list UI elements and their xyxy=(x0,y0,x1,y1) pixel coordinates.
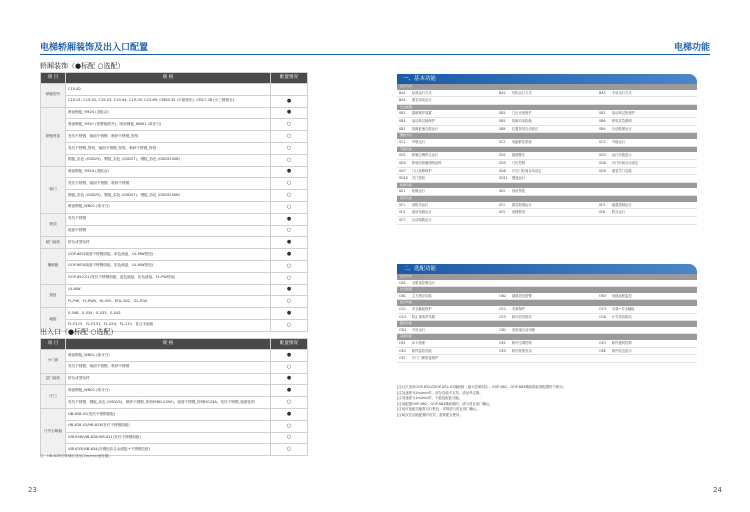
function-code xyxy=(497,97,512,104)
spec-cell: 镜面不锈钢 xyxy=(66,225,271,237)
function-notes xyxy=(397,385,702,419)
page-header-title: 电梯轿厢装饰及出入口配置 xyxy=(40,43,149,53)
spec-cell: GOP-652-01(发纹不锈钢面板，蓝色液晶，彩色液晶，FL-PW按钮) xyxy=(66,272,271,284)
function-name: 到站预报 xyxy=(511,189,526,194)
car-decoration-title: 轿厢装饰（●标配 ○选配） xyxy=(40,62,125,70)
basic-functions-title: 一、基本功能 xyxy=(397,74,697,84)
config-cell: ● xyxy=(271,95,308,107)
spec-cell: HB-628-02/HB-628(发纹不锈钢面板) xyxy=(66,420,271,432)
footnote: 注：HB-628仅单梯位适用(2m/min速电梯)。 xyxy=(40,454,114,458)
function-row xyxy=(397,126,697,134)
entrance-table xyxy=(40,338,308,456)
col-item: 项 目 xyxy=(41,73,66,84)
function-code: SE2 xyxy=(499,189,506,194)
function-name: 电动机过热保护 xyxy=(611,111,635,116)
function-name: 地震管制运行 xyxy=(611,202,632,207)
table-row xyxy=(41,296,308,308)
table-row xyxy=(41,397,308,409)
function-name: 开门时间自动设定 xyxy=(611,160,639,165)
function-code: OC3 xyxy=(599,306,606,311)
function-code: SB9 xyxy=(599,126,606,131)
config-cell: ● xyxy=(271,385,308,397)
function-code: SD8 xyxy=(499,168,506,173)
function-group-header: 运行方式 xyxy=(397,84,697,90)
config-cell: ● xyxy=(271,213,308,225)
table-row xyxy=(41,373,308,385)
function-name: 自动救援运行 xyxy=(611,126,632,131)
spec-cell: FL-PW，FL-PWA，HL-MO，EDL-S02，GL-POA xyxy=(66,296,271,308)
function-code: SF2 xyxy=(499,202,506,207)
function-name: 轿内监控功能 xyxy=(411,348,432,353)
spec-cell: VIB-658/VIB-628/VIB-611(发纹不锈钢面板) xyxy=(66,432,271,444)
function-name: 光幕+安全触板 xyxy=(611,306,635,311)
spec-cell: 发纹不锈钢，镜面不锈钢，喷砂不锈钢 xyxy=(66,178,271,190)
function-name: 关门按钮 xyxy=(411,176,426,181)
function-code xyxy=(597,217,612,224)
function-code: SC1 xyxy=(399,139,406,144)
config-cell: ○ xyxy=(271,201,308,213)
function-code: OC4 xyxy=(399,314,406,319)
function-row xyxy=(397,118,697,126)
table-row xyxy=(41,260,308,272)
config-cell: ○ xyxy=(271,190,308,202)
function-name xyxy=(512,280,597,287)
spec-cell: GOP-682(镜面不锈钢面板，单色液晶，UL-MW按钮) xyxy=(66,249,271,261)
function-row xyxy=(397,97,697,105)
table-row xyxy=(41,361,308,373)
col-config: 配置情况 xyxy=(271,73,308,84)
function-name: 标准运行方式 xyxy=(411,90,432,95)
note-line: [注6]仅在功能配置时有效，需要配合使用。 xyxy=(397,412,463,417)
item-cell: 地板 xyxy=(41,308,66,332)
optional-functions-title: 二、选配功能 xyxy=(397,264,697,274)
function-name: 电动机过载保护 xyxy=(411,119,435,124)
function-name xyxy=(512,355,597,362)
item-cell: 层门地坎 xyxy=(41,373,66,385)
function-code: SD4 xyxy=(399,160,406,165)
function-code: SF1 xyxy=(399,202,406,207)
col-item: 项 目 xyxy=(41,339,66,350)
function-name xyxy=(612,280,697,287)
config-cell: ○ xyxy=(271,397,308,409)
function-code: BA4 xyxy=(399,98,406,103)
function-code: OE5 xyxy=(499,348,506,353)
spec-cell: 发纹不锈钢，钢板_彩色 (GSDV5)，喷砂不锈钢_饰刻(RBD-0350)，镜面不锈钢_饰刻DG23A，发纹不锈钢_镜面蚀刻 xyxy=(66,397,271,409)
function-name: 紧急救援运行 xyxy=(511,202,532,207)
page-number: 24 xyxy=(713,486,722,494)
function-code: SD10 xyxy=(399,176,408,181)
function-group-header: 服务功能 xyxy=(397,321,697,327)
function-code: OB2 xyxy=(499,293,506,298)
function-group-header: 安全装置 xyxy=(397,105,697,111)
function-name xyxy=(612,327,697,334)
table-row xyxy=(41,166,308,178)
function-code: OC1 xyxy=(399,306,406,311)
function-code: BA1 xyxy=(399,90,406,95)
function-code: SB1 xyxy=(399,111,406,116)
header-divider xyxy=(375,54,710,55)
function-code: OD1 xyxy=(399,327,407,332)
function-row xyxy=(397,160,697,168)
function-code: SB7 xyxy=(399,126,406,131)
function-row xyxy=(397,168,697,176)
function-code: SB2 xyxy=(499,111,506,116)
function-code: SD11 xyxy=(499,176,508,181)
function-code: SD6 xyxy=(599,160,606,165)
spec-cell: C15-62 xyxy=(66,84,271,96)
spec-cell: 钢板_彩色 (GSDV5)，钢板_彩色 (GSDV7)，钢板_彩色 (GSD9250B) xyxy=(66,154,271,166)
function-name: 门灯控制 xyxy=(511,160,526,165)
function-name: 司机运行方式 xyxy=(511,90,532,95)
function-row xyxy=(397,152,697,160)
function-code: OE1 xyxy=(399,340,406,345)
function-name: 检修运行 xyxy=(411,189,426,194)
function-code: SD3 xyxy=(599,153,606,158)
function-code: SF3 xyxy=(599,202,606,207)
config-cell: ○ xyxy=(271,260,308,272)
spec-cell: 钢板_彩色 (GSDV5)，钢板_彩色 (GSDV7)，钢板_彩色 (GSD9250B) xyxy=(66,190,271,202)
right-page xyxy=(375,0,750,512)
function-name: 轿内空调控制 xyxy=(511,340,532,345)
function-code: SF7 xyxy=(399,217,406,222)
spec-cell: VIB-633/VIB-634(各钢色彩合金面板+不锈钢边框) xyxy=(66,444,271,456)
function-name: 电梯远程监控 xyxy=(611,293,632,298)
entrance-title: 出入口（●标配 ○选配） xyxy=(40,328,118,336)
function-code: SD9 xyxy=(599,168,606,173)
spec-cell: 发纹不锈钢_饰刻，镜面不锈钢_饰刻，喷砂不锈钢_饰刻 xyxy=(66,142,271,154)
spec-cell: 喷涂钢板_WN01 (象牙白) xyxy=(66,201,271,213)
item-cell: 轿顶 xyxy=(41,213,66,237)
function-group-header: 群控方式 xyxy=(397,133,697,139)
item-cell: 厅门 xyxy=(41,385,66,409)
function-code: OA1 xyxy=(399,280,406,285)
item-cell: 小门套 xyxy=(41,350,66,374)
function-name: 并联运行 xyxy=(411,139,426,144)
function-name: 备用电源运行 xyxy=(411,210,432,215)
item-cell: 轿壁材质 xyxy=(41,107,66,166)
table-row xyxy=(41,249,308,261)
function-code: SD5 xyxy=(499,160,506,165)
table-row xyxy=(41,190,308,202)
function-code: BA2 xyxy=(499,90,506,95)
config-cell: ○ xyxy=(271,225,308,237)
config-cell: ● xyxy=(271,237,308,249)
spec-cell: 发纹不锈钢，镜面不锈钢，喷砂不锈钢_饰刻 xyxy=(66,131,271,143)
function-code xyxy=(497,217,512,224)
function-code: OE7 xyxy=(399,356,406,361)
table-row xyxy=(41,95,308,107)
page-header-title: 电梯功能 xyxy=(673,43,710,53)
function-name: 厅门门锁短接保护 xyxy=(411,356,439,361)
note-line: [注3]速度为1m/min时，不能选配此功能。 xyxy=(397,396,463,401)
function-code xyxy=(597,280,612,287)
table-row xyxy=(41,131,308,143)
function-row xyxy=(397,348,697,356)
function-name: 故障自动检测 xyxy=(511,119,532,124)
config-cell: ○ xyxy=(271,142,308,154)
car-decoration-table xyxy=(40,72,308,332)
function-name xyxy=(512,217,597,224)
function-name: 消防员运行 xyxy=(411,202,429,207)
function-code: SD1 xyxy=(399,153,406,158)
function-code: SD2 xyxy=(499,153,506,158)
spec-cell: 挤压成型铝材 xyxy=(66,373,271,385)
function-name: 紧急电动运行 xyxy=(411,98,432,103)
function-row xyxy=(397,306,697,314)
function-code xyxy=(497,355,512,362)
config-cell: ○ xyxy=(271,296,308,308)
config-cell: ○ xyxy=(271,154,308,166)
function-row xyxy=(397,314,697,322)
config-cell: ○ xyxy=(271,119,308,131)
spec-cell: 喷涂钢板_WN01 (象牙白) xyxy=(66,385,271,397)
optional-functions-box xyxy=(397,264,697,363)
function-code: SB6 xyxy=(599,119,606,124)
function-code xyxy=(497,280,512,287)
spec-cell: GOP-683(镜面不锈钢面板，彩色液晶，UL-MW按钮) xyxy=(66,260,271,272)
function-code: SB3 xyxy=(599,111,606,116)
table-row xyxy=(41,350,308,362)
function-code: OE3 xyxy=(599,340,606,345)
function-name: 门区光电保护 xyxy=(511,111,532,116)
function-name: 高低速自动切换 xyxy=(511,327,535,332)
function-code: SB8 xyxy=(499,126,506,131)
spec-cell: HB-658-02(发纹不锈钢面板) xyxy=(66,408,271,420)
function-name xyxy=(612,188,697,195)
function-code: OE6 xyxy=(599,348,606,353)
function-row xyxy=(397,202,697,210)
function-name: 主方感应功能 xyxy=(411,293,432,298)
page-number: 23 xyxy=(28,486,37,494)
function-code xyxy=(597,188,612,195)
config-cell: ● xyxy=(271,107,308,119)
function-code: SB4 xyxy=(399,119,406,124)
function-name: 专用运行方式 xyxy=(611,90,632,95)
function-group-header: 显示功能 xyxy=(397,300,697,306)
spec-cell: S-048，S-034，S-033，S-043 xyxy=(66,308,271,320)
col-config: 配置情况 xyxy=(271,339,308,350)
function-group-header: 紧急功能 xyxy=(397,196,697,202)
spec-cell: 喷涂钢板_YM24 (香槟金) xyxy=(66,107,271,119)
table-row xyxy=(41,119,308,131)
function-name: 轿内通风控制 xyxy=(611,340,632,345)
function-group-header: 运行方式 xyxy=(397,274,697,280)
function-name xyxy=(612,217,697,224)
function-group-header: 检修功能 xyxy=(397,183,697,189)
item-cell: 轿厢型号 xyxy=(41,84,66,108)
function-name: 运行次数显示 xyxy=(611,153,632,158)
table-row xyxy=(41,142,308,154)
function-name: 厅外语音报站 xyxy=(611,314,632,319)
table-row xyxy=(41,154,308,166)
config-cell: ● xyxy=(271,350,308,362)
function-name xyxy=(612,355,697,362)
function-name xyxy=(512,97,597,104)
function-code xyxy=(597,355,612,362)
col-spec: 规 格 xyxy=(66,73,271,84)
spec-cell: 喷涂钢板_WN01 (象牙白) xyxy=(66,350,271,362)
function-name: 安全触板保护 xyxy=(411,306,432,311)
function-row xyxy=(397,217,697,225)
table-row xyxy=(41,308,308,320)
config-cell: ● xyxy=(271,249,308,261)
function-name: 门口检修保护 xyxy=(411,168,432,173)
spec-cell: 发纹不锈钢 xyxy=(66,213,271,225)
function-row xyxy=(397,209,697,217)
function-row xyxy=(397,90,697,98)
function-name: 位置异常自动校正 xyxy=(511,126,539,131)
function-name: 重复关门功能 xyxy=(611,168,632,173)
config-cell: ○ xyxy=(271,131,308,143)
function-code: BA3 xyxy=(599,90,606,95)
table-row xyxy=(41,201,308,213)
header-divider xyxy=(40,54,375,55)
function-code: OB3 xyxy=(599,293,606,298)
function-code: SC3 xyxy=(599,139,606,144)
function-row xyxy=(397,327,697,335)
function-name xyxy=(612,97,697,104)
function-name: 自动疏散运行 xyxy=(411,217,432,222)
function-code: OE4 xyxy=(399,348,406,353)
function-name: 停电应急照明 xyxy=(611,119,632,124)
config-cell: ○ xyxy=(271,432,308,444)
function-code: SF6 xyxy=(599,210,606,215)
config-cell: ○ xyxy=(271,178,308,190)
function-code: SB5 xyxy=(499,119,506,124)
config-cell: ● xyxy=(271,284,308,296)
function-code xyxy=(597,175,612,182)
note-line: [注1]只适用GOP-652或GOP-652-01操纵箱（最大控制5层）；GOP-682、GOP-683操纵箱标准配置时不使用。 xyxy=(397,385,566,389)
function-name: 防止乘客恶作剧 xyxy=(411,314,435,319)
table-row xyxy=(41,432,308,444)
config-cell: ● xyxy=(271,373,308,385)
function-row xyxy=(397,293,697,301)
item-cell: 操纵箱 xyxy=(41,249,66,284)
function-name: 超载警告 xyxy=(511,153,526,158)
function-name: IC卡管理 xyxy=(411,340,426,345)
table-row xyxy=(41,408,308,420)
spec-cell: C19-01, C19-02, C19-03, C19-94, C19-05, C15-69, CM08-35 (平面照光), CM17-38 (小三圆照光) xyxy=(66,95,271,107)
table-row xyxy=(41,225,308,237)
table-row xyxy=(41,284,308,296)
spec-cell: 挤压成型铝材 xyxy=(66,237,271,249)
spec-cell: FL-P115，FL-P131，FL-024，FL-110，复合木地板 xyxy=(66,319,271,331)
table-header-row xyxy=(41,339,308,350)
function-name: 开关门时间自动设定 xyxy=(511,168,542,173)
spec-cell: 喷涂钢板_YM24 (香槟金) xyxy=(66,166,271,178)
function-name: 电脑群控系统 xyxy=(511,139,532,144)
function-name: 电梯停用 xyxy=(511,210,526,215)
item-cell: 按钮 xyxy=(41,284,66,308)
function-name: 超载语音报警 xyxy=(511,293,532,298)
config-cell: ○ xyxy=(271,444,308,456)
function-code: SE1 xyxy=(399,189,406,194)
note-line: [注4]配置GOP-682、GOP-683操纵箱时，请与营业部门确认。 xyxy=(397,401,493,406)
function-name xyxy=(612,175,697,182)
spec-cell: 喷涂钢板_YM47 (报警板除外)，喷涂钢板_WN01 (象牙白) xyxy=(66,119,271,131)
function-row xyxy=(397,355,697,363)
function-code: SF4 xyxy=(399,210,406,215)
function-code: OC2 xyxy=(499,306,506,311)
table-row xyxy=(41,272,308,284)
function-code: OC5 xyxy=(499,314,506,319)
table-row xyxy=(41,385,308,397)
table-header-row xyxy=(41,73,308,84)
function-name: 停电时轿厢照明延时 xyxy=(411,160,442,165)
function-code: OB1 xyxy=(399,293,406,298)
function-name: 光幕保护 xyxy=(511,306,526,311)
function-name: 轿厢空调停止运行 xyxy=(411,153,439,158)
function-row xyxy=(397,139,697,147)
function-name: 轿内语音报站 xyxy=(511,314,532,319)
spec-cell: 发纹不锈钢，镜面不锈钢，喷砂不锈钢 xyxy=(66,361,271,373)
config-cell: ○ xyxy=(271,361,308,373)
function-row xyxy=(397,110,697,118)
function-name: 故障低速自救运行 xyxy=(411,126,439,131)
note-line: [注5]可选配功能需另行报价，详情请与营业部门确认。 xyxy=(397,407,480,412)
config-cell: ● xyxy=(271,166,308,178)
function-code: OD2 xyxy=(499,327,507,332)
function-code xyxy=(597,97,612,104)
function-name: 轿内背景音乐 xyxy=(511,348,532,353)
spec-cell: UL-MW xyxy=(66,284,271,296)
function-group-header: 节能功能 xyxy=(397,147,697,153)
config-cell: ● xyxy=(271,408,308,420)
function-name: 全集选控制运行 xyxy=(411,280,435,285)
item-cell: 轿门 xyxy=(41,166,66,213)
function-name: 防灾运行 xyxy=(611,210,626,215)
config-cell: ○ xyxy=(271,272,308,284)
function-name: 超载保护装置 xyxy=(411,111,432,116)
config-cell: ○ xyxy=(271,420,308,432)
config-cell xyxy=(271,84,308,96)
table-row xyxy=(41,237,308,249)
function-code xyxy=(597,327,612,334)
basic-functions-box xyxy=(397,74,697,225)
function-row xyxy=(397,340,697,348)
function-code: SC2 xyxy=(499,139,506,144)
table-row xyxy=(41,420,308,432)
function-code: OE2 xyxy=(499,340,506,345)
function-row xyxy=(397,188,697,196)
function-code: OC6 xyxy=(599,314,606,319)
col-spec: 规 格 xyxy=(66,339,271,350)
table-row xyxy=(41,107,308,119)
function-row xyxy=(397,280,697,288)
function-code: SD7 xyxy=(399,168,406,173)
item-cell: 轿门地坎 xyxy=(41,237,66,249)
table-row xyxy=(41,84,308,96)
function-group-header: 其他功能 xyxy=(397,334,697,340)
config-cell: ○ xyxy=(271,319,308,331)
function-name: 慢速运行 xyxy=(511,176,526,181)
table-row xyxy=(41,178,308,190)
function-code: SF5 xyxy=(499,210,506,215)
note-line: [注2]速度为2m/min时，部分功能不支持，请参考注释。 xyxy=(397,390,483,395)
config-cell: ● xyxy=(271,308,308,320)
function-name: 节能运行 xyxy=(611,139,626,144)
function-row xyxy=(397,175,697,183)
function-name: 专用运行 xyxy=(411,327,426,332)
table-row xyxy=(41,213,308,225)
item-cell: 厅外召唤箱 xyxy=(41,408,66,455)
function-group-header: 安全装置 xyxy=(397,287,697,293)
function-name: 轿内信息显示 xyxy=(611,348,632,353)
